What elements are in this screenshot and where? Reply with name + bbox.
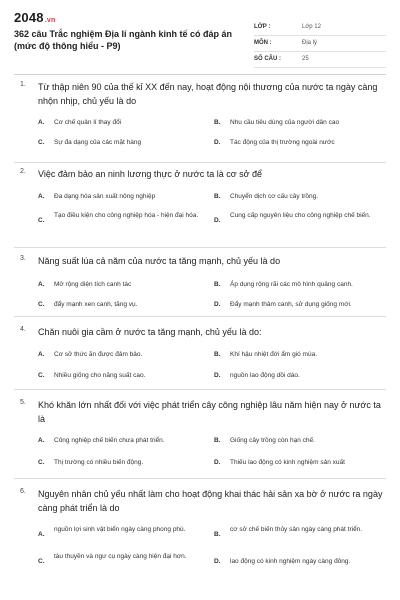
question-number: 1. <box>20 81 26 88</box>
option-label: D. <box>214 372 221 379</box>
option-text: Thị trường có nhiều biến động. <box>54 459 144 466</box>
option-label: D. <box>214 301 221 308</box>
option-label: C. <box>38 459 45 466</box>
option-label: B. <box>214 119 221 126</box>
option-text: Tạo điều kiện cho công nghiệp hóa - hiện đại hóa. <box>54 212 199 219</box>
meta-value: Địa lý <box>302 40 318 46</box>
option-text: Sự đa dạng của các mặt hàng <box>54 139 142 146</box>
option-text: cơ sở chế biến thủy sản ngày càng phát triển. <box>230 526 363 533</box>
logo[interactable] <box>14 10 55 25</box>
option-label: C. <box>38 372 45 379</box>
meta-row-class <box>254 20 386 36</box>
meta-key: LỚP : <box>254 24 271 30</box>
option-label: D. <box>214 558 221 565</box>
option-label: A. <box>38 193 45 200</box>
question-text: Năng suất lúa cả năm của nước ta tăng mạnh, chủ yếu là do <box>38 256 281 266</box>
question-number: 6. <box>20 488 26 495</box>
meta-key: MÔN : <box>254 40 272 46</box>
option-text: nguồn lợi sinh vật biển ngày càng phong phú. <box>54 526 186 533</box>
option-text: Tác động của thị trường ngoài nước <box>230 139 335 146</box>
question-number: 3. <box>20 255 26 262</box>
meta-table <box>254 20 386 68</box>
option-text: Cơ sở thức ăn được đảm bảo. <box>54 351 143 358</box>
option-label: C. <box>38 301 45 308</box>
option-text: Giống cây trồng còn hạn chế. <box>230 437 315 444</box>
option-label: B. <box>214 531 221 538</box>
option-label: B. <box>214 281 221 288</box>
option-text: nguồn lao động dồi dào. <box>230 372 300 379</box>
question-divider <box>14 389 386 390</box>
question-text: Chăn nuôi gia cầm ở nước ta tăng mạnh, chủ yếu là do: <box>38 327 262 337</box>
option-label: A. <box>38 531 45 538</box>
option-label: A. <box>38 351 45 358</box>
option-text: đẩy mạnh xen canh, tăng vụ. <box>54 301 138 308</box>
option-text: Thiếu lao động có kinh nghiệm sản xuất <box>230 459 345 466</box>
option-label: A. <box>38 281 45 288</box>
question-text: Khó khăn lớn nhất đối với việc phát triển cây công nghiệp lâu năm hiện nay ở nước ta là <box>38 400 381 424</box>
option-text: Khí hậu nhiệt đới ẩm gió mùa. <box>230 351 318 358</box>
header <box>14 8 386 70</box>
option-text: Áp dụng rộng rãi các mô hình quảng canh. <box>230 281 353 288</box>
option-text: Nhu cầu tiêu dùng của người dân cao <box>230 119 340 126</box>
option-text: lao động có kinh nghiệm ngày càng đông. <box>230 558 351 565</box>
question-number: 5. <box>20 399 26 406</box>
option-label: D. <box>214 139 221 146</box>
meta-key: SỐ CÂU : <box>254 56 281 62</box>
question-divider <box>14 478 386 479</box>
question-number: 2. <box>20 168 26 175</box>
logo-suffix: .vn <box>44 17 56 24</box>
meta-value: 25 <box>302 56 309 62</box>
meta-row-count <box>254 52 386 68</box>
option-text: Đa dạng hóa sản xuất nông nghiệp <box>54 193 156 200</box>
option-label: C. <box>38 558 45 565</box>
question-text: Nguyên nhân chủ yếu nhất làm cho hoạt động khai thác hải sản xa bờ ở nước ra ngày càng phát triển là do <box>38 489 383 513</box>
question-text: Việc đảm bảo an ninh lương thực ở nước ta là cơ sở để <box>38 169 263 179</box>
option-label: C. <box>38 139 45 146</box>
option-text: Đẩy mạnh thâm canh, sử dụng giống mới. <box>230 301 352 308</box>
meta-value: Lớp 12 <box>302 24 321 30</box>
option-text: Công nghiệp chế biến chưa phát triển. <box>54 437 165 444</box>
meta-row-subject <box>254 36 386 52</box>
header-divider <box>14 74 386 75</box>
option-text: Mở rộng diện tích canh tác <box>54 281 132 288</box>
option-text: Nhiều giống cho năng suất cao. <box>54 372 146 379</box>
question-divider <box>14 162 386 163</box>
option-text: tàu thuyền và ngư cụ ngày càng hiện đại hơn. <box>54 553 187 560</box>
question-divider <box>14 247 386 248</box>
option-label: B. <box>214 351 221 358</box>
option-text: Cơ chế quản lí thay đổi <box>54 119 122 126</box>
option-label: B. <box>214 193 221 200</box>
option-label: A. <box>38 119 45 126</box>
option-label: B. <box>214 437 221 444</box>
option-label: D. <box>214 459 221 466</box>
logo-text: 2048 <box>14 10 44 25</box>
question-number: 4. <box>20 326 26 333</box>
question-divider <box>14 316 386 317</box>
option-label: C. <box>38 217 45 224</box>
question-text: Từ thập niên 90 của thế kỉ XX đến nay, hoạt động nội thương của nước ta ngày càng nhộn nhịp, chủ yếu là do <box>38 82 378 106</box>
option-text: Cung cấp nguyên liệu cho công nghiệp chế biến. <box>230 212 371 219</box>
option-label: A. <box>38 437 45 444</box>
document-title: 362 câu Trắc nghiệm Địa lí ngành kinh tế có đáp án (mức độ thông hiểu - P9) <box>14 29 233 51</box>
option-text: Chuyển dịch cơ cấu cây trồng. <box>230 193 319 200</box>
option-label: D. <box>214 217 221 224</box>
